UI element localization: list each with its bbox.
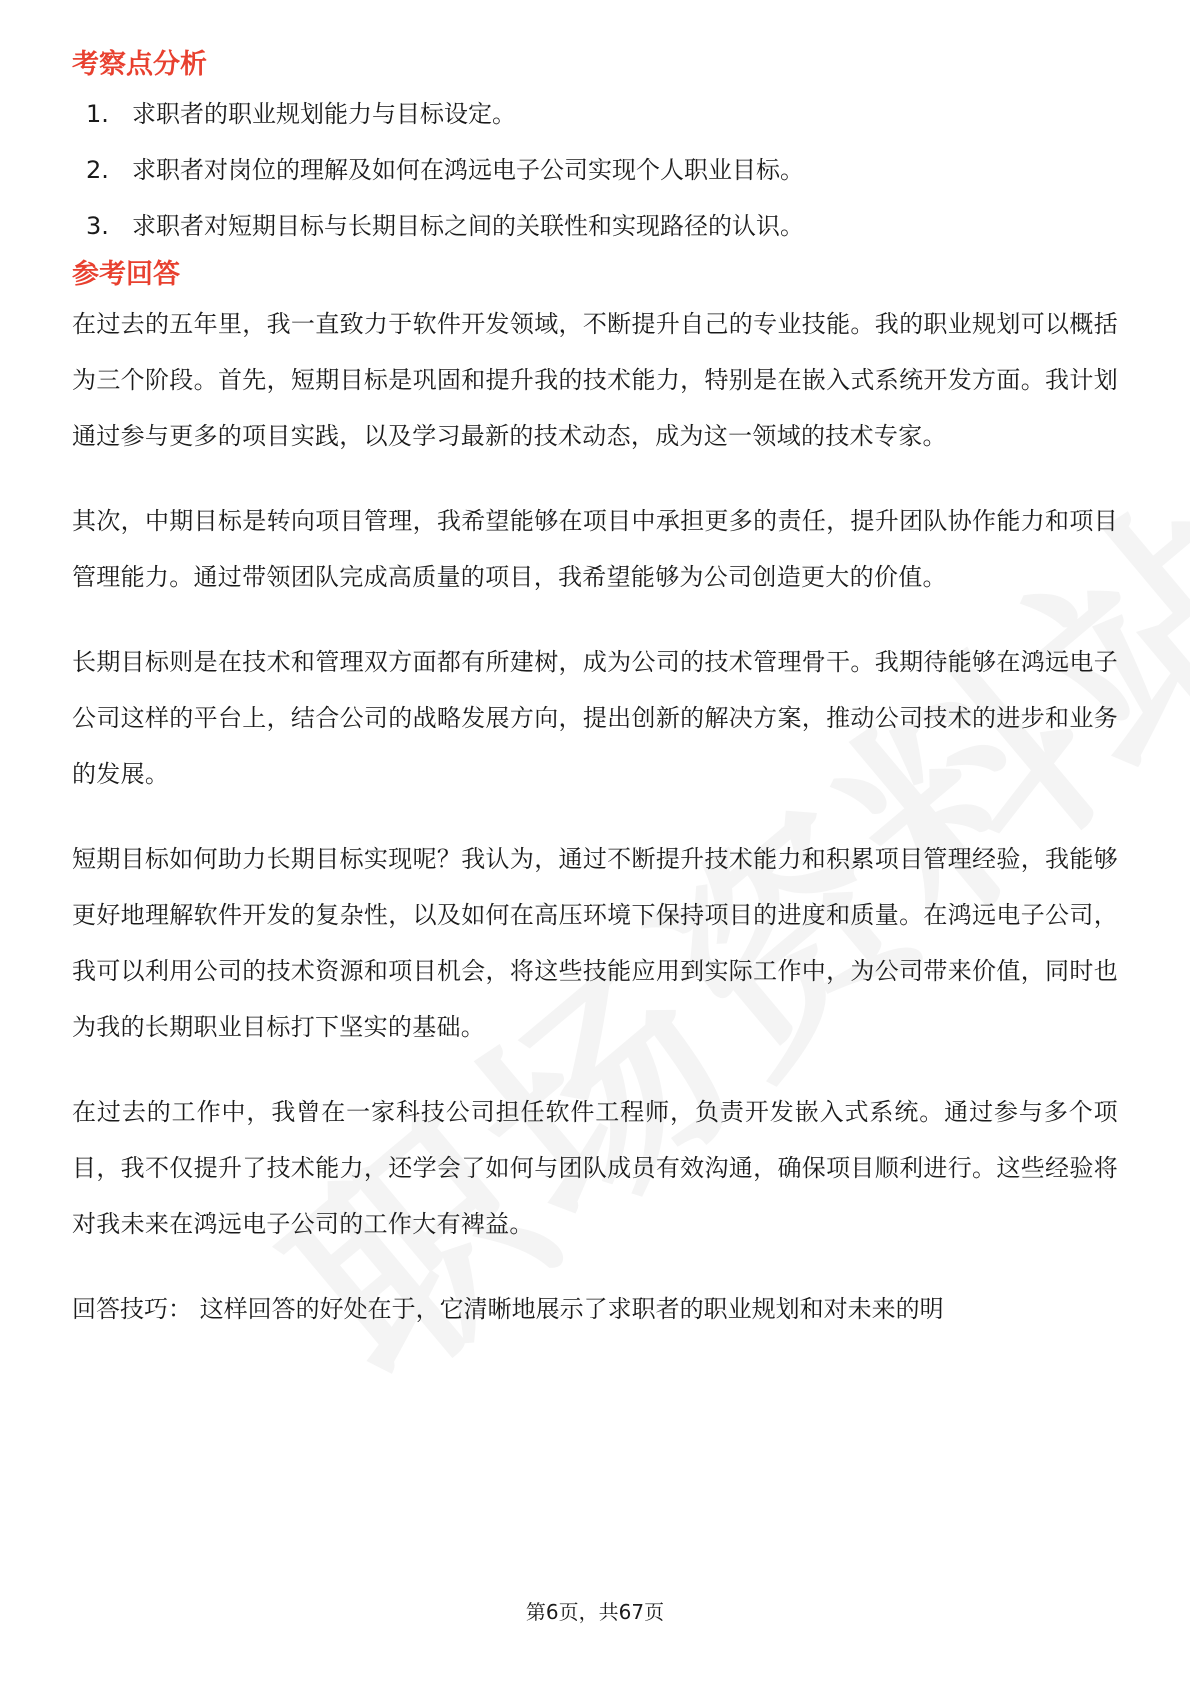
list-text: 求职者的职业规划能力与目标设定。 bbox=[132, 100, 516, 128]
answer-paragraph: 其次，中期目标是转向项目管理，我希望能够在项目中承担更多的责任，提升团队协作能力和项目管理能力。通过带领团队完成高质量的项目，我希望能够为公司创造更大的价值。 bbox=[72, 507, 1118, 591]
tip-text: 这样回答的好处在于，它清晰地展示了求职者的职业规划和对未来的明 bbox=[192, 1295, 944, 1323]
analysis-list bbox=[72, 86, 1118, 254]
answer-paragraph: 长期目标则是在技术和管理双方面都有所建树，成为公司的技术管理骨干。我期待能够在鸿远电子公司这样的平台上，结合公司的战略发展方向，提出创新的解决方案，推动公司技术的进步和业务的发展。 bbox=[72, 648, 1118, 788]
document-body bbox=[72, 44, 1118, 1337]
answer-paragraph: 短期目标如何助力长期目标实现呢？我认为，通过不断提升技术能力和积累项目管理经验，我能够更好地理解软件开发的复杂性，以及如何在高压环境下保持项目的进度和质量。在鸿远电子公司，我可以利用公司的技术资源和项目机会，将这些技能应用到实际工作中，为公司带来价值，同时也为我的长期职业目标打下坚实的基础。 bbox=[72, 845, 1118, 1041]
answer-tip bbox=[72, 1281, 1118, 1337]
list-item bbox=[72, 142, 1118, 198]
page-number: 第6页，共67页 bbox=[525, 1600, 665, 1624]
list-item bbox=[72, 198, 1118, 254]
answer-paragraph: 在过去的五年里，我一直致力于软件开发领域，不断提升自己的专业技能。我的职业规划可以概括为三个阶段。首先，短期目标是巩固和提升我的技术能力，特别是在嵌入式系统开发方面。我计划通过参与更多的项目实践，以及学习最新的技术动态，成为这一领域的技术专家。 bbox=[72, 310, 1118, 450]
list-text: 求职者对岗位的理解及如何在鸿远电子公司实现个人职业目标。 bbox=[132, 156, 804, 184]
answer-paragraph: 在过去的工作中，我曾在一家科技公司担任软件工程师，负责开发嵌入式系统。通过参与多个项目，我不仅提升了技术能力，还学会了如何与团队成员有效沟通，确保项目顺利进行。这些经验将对我未来在鸿远电子公司的工作大有裨益。 bbox=[72, 1098, 1118, 1238]
list-number: 1. bbox=[86, 100, 109, 128]
list-number: 2. bbox=[86, 156, 109, 184]
list-text: 求职者对短期目标与长期目标之间的关联性和实现路径的认识。 bbox=[132, 212, 804, 240]
tip-label: 回答技巧： bbox=[72, 1295, 192, 1323]
list-number: 3. bbox=[86, 212, 109, 240]
list-item bbox=[72, 86, 1118, 142]
answer-heading: 参考回答 bbox=[72, 259, 180, 290]
analysis-heading: 考察点分析 bbox=[72, 49, 207, 80]
